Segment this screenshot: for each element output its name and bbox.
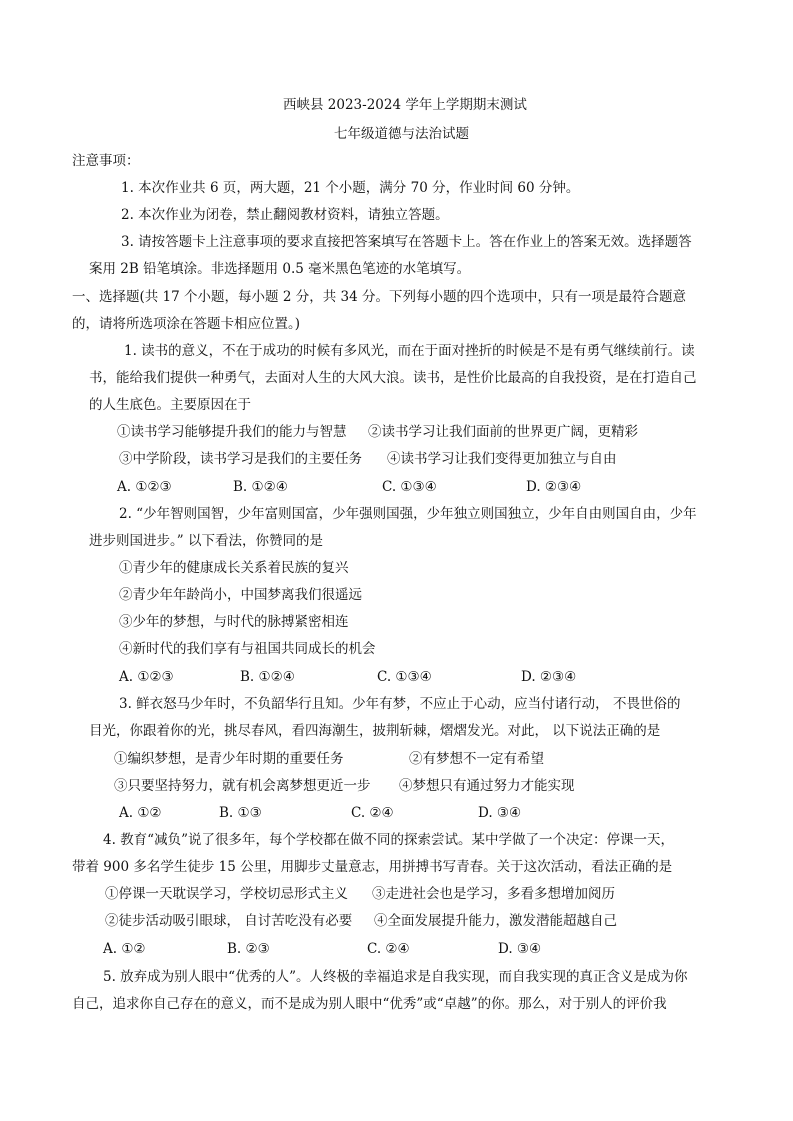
q2-option-d[interactable]: D. ②③④: [521, 669, 577, 685]
q2-statement-3: ③少年的梦想，与时代的脉搏紧密相连: [119, 614, 349, 630]
q3-statement-2: ②有梦想不一定有希望: [409, 751, 544, 767]
q1-statement-4: ④读书学习让我们变得更加独立与自由: [387, 451, 617, 467]
q3-stem-line-1: 3. 鲜衣怒马少年时，不负韶华行且知。少年有梦，不应止于心动，应当付诸行动， 不畏世俗的: [119, 696, 681, 712]
notice-item-1: 1. 本次作业共 6 页，两大题，21 个小题，满分 70 分，作业时间 60 分钟。: [121, 180, 580, 196]
q2-stem-line-1: 2. “少年智则国智，少年富则国富，少年强则国强，少年独立则国独立，少年自由则国自由，少年: [119, 506, 697, 522]
q2-option-b[interactable]: B. ①②④: [240, 669, 295, 685]
q5-stem-line-2: 自己，追求你自己存在的意义，而不是成为别人眼中“优秀”或“卓越”的你。那么，对于别人的评价我: [72, 996, 667, 1012]
q5-stem-line-1: 5. 放弃成为别人眼中“优秀的人”。人终极的幸福追求是自我实现，而自我实现的真正含义是成为你: [103, 969, 688, 985]
q1-option-b[interactable]: B. ①②④: [233, 479, 288, 495]
q4-statement-3: ③走进社会也是学习，多看多想增加阅历: [372, 886, 615, 902]
q2-option-c[interactable]: C. ①③④: [377, 669, 432, 685]
q3-option-c[interactable]: C. ②④: [351, 805, 394, 821]
q4-option-c[interactable]: C. ②④: [367, 941, 410, 957]
q1-statement-2: ②读书学习让我们面前的世界更广阔，更精彩: [368, 424, 638, 440]
q3-statement-4: ④梦想只有通过努力才能实现: [399, 778, 575, 794]
q1-statement-3: ③中学阶段，读书学习是我们的主要任务: [119, 451, 362, 467]
q3-option-b[interactable]: B. ①③: [219, 805, 262, 821]
q4-statement-1: ①停课一天耽误学习，学校切忌形式主义: [105, 886, 348, 902]
notice-heading: 注意事项：: [72, 153, 140, 169]
q2-statement-1: ①青少年的健康成长关系着民族的复兴: [119, 560, 349, 576]
q1-option-d[interactable]: D. ②③④: [526, 479, 582, 495]
section-heading-cont: 的，请将所选项涂在答题卡相应位置。): [72, 316, 301, 332]
q3-statement-1: ①编织梦想，是青少年时期的重要任务: [114, 751, 344, 767]
q4-option-d[interactable]: D. ③④: [498, 941, 542, 957]
q1-stem-line-3: 的人生底色。主要原因在于: [89, 397, 251, 413]
q3-stem-line-2: 目光，你跟着你的光，挑尽春风，看四海潮生，披荆斩棘，熠熠发光。对此， 以下说法正确的是: [89, 723, 661, 739]
q1-statement-1: ①读书学习能够提升我们的能力与智慧: [117, 424, 347, 440]
q4-statement-2: ②徒步活动吸引眼球， 自讨苦吃没有必要: [105, 913, 353, 929]
exam-title: 西峡县 2023-2024 学年上学期期末测试: [283, 97, 527, 113]
exam-subtitle: 七年级道德与法治试题: [334, 126, 469, 142]
q4-statement-4: ④全面发展提升能力，激发潜能超越自己: [374, 913, 617, 929]
q2-option-a[interactable]: A. ①②③: [119, 669, 174, 685]
section-heading: 一、选择题(共 17 个小题，每小题 2 分，共 34 分。下列每小题的四个选项中，只有一项是最符合题意: [72, 289, 686, 305]
notice-item-3-cont: 案用 2B 铅笔填涂。非选择题用 0.5 毫米黑色笔迹的水笔填写。: [89, 261, 471, 277]
q2-stem-line-2: 进步则国进步。” 以下看法，你赞同的是: [89, 533, 323, 549]
q4-stem-line-2: 带着 900 多名学生徒步 15 公里，用脚步丈量意志，用拼搏书写青春。关于这次活动，看法正确的是: [72, 859, 673, 875]
q2-statement-4: ④新时代的我们享有与祖国共同成长的机会: [119, 641, 376, 657]
q1-stem-line-2: 书，能给我们提供一种勇气，去面对人生的大风大浪。读书，是性价比最高的自我投资，是在打造自己: [89, 370, 697, 386]
q3-option-a[interactable]: A. ①②: [119, 805, 162, 821]
q3-option-d[interactable]: D. ③④: [478, 805, 522, 821]
q1-option-a[interactable]: A. ①②③: [117, 479, 172, 495]
q1-option-c[interactable]: C. ①③④: [382, 479, 437, 495]
notice-item-3: 3. 请按答题卡上注意事项的要求直接把答案填写在答题卡上。答在作业上的答案无效。选择题答: [121, 234, 692, 250]
q4-option-a[interactable]: A. ①②: [103, 941, 146, 957]
q2-statement-2: ②青少年年龄尚小，中国梦离我们很遥远: [119, 587, 362, 603]
q4-stem-line-1: 4. 教育“减负”说了很多年，每个学校都在做不同的探索尝试。某中学做了一个决定：停课一天，: [103, 832, 674, 848]
q3-statement-3: ③只要坚持努力，就有机会离梦想更近一步: [114, 778, 371, 794]
notice-item-2: 2. 本次作业为闭卷，禁止翻阅教材资料，请独立答题。: [121, 207, 449, 223]
q4-option-b[interactable]: B. ②③: [227, 941, 270, 957]
q1-stem-line-1: 1. 读书的意义，不在于成功的时候有多风光，而在于面对挫折的时候是不是有勇气继续前行。读: [124, 343, 695, 359]
